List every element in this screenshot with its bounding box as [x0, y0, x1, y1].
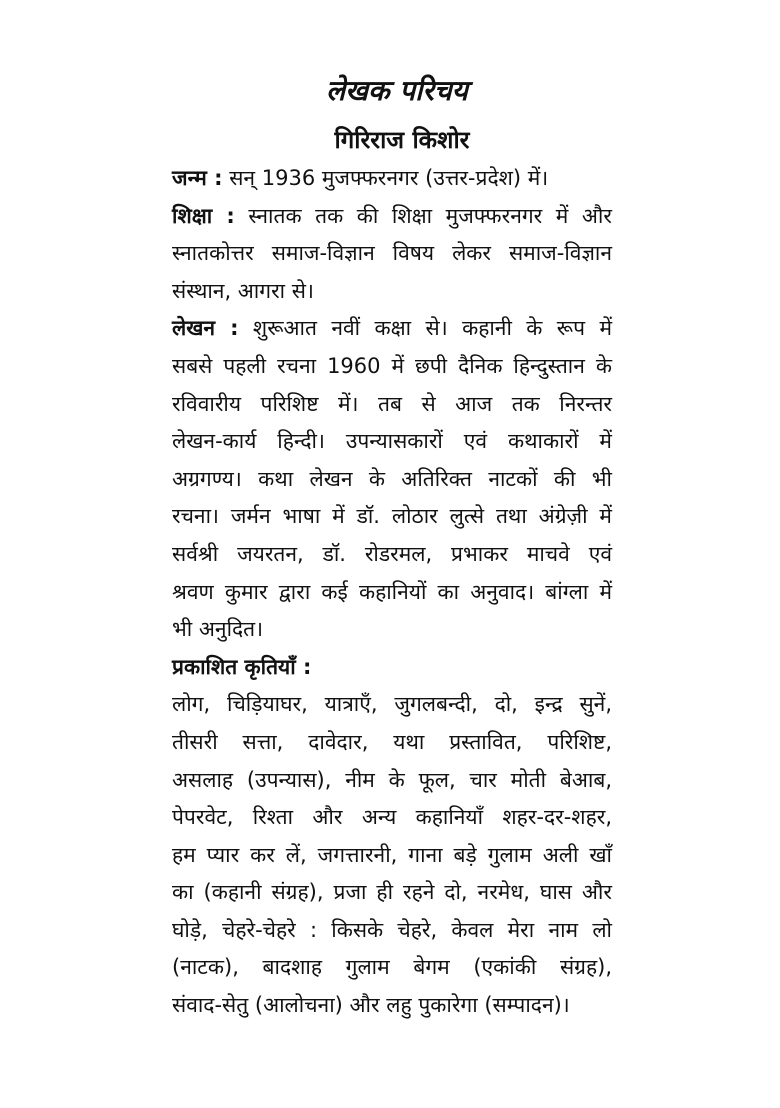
page-title: लेखक परिचय	[326, 74, 468, 107]
writing-line-7: सर्वश्री जयरतन, डॉ. रोडरमल, प्रभाकर माचवे एवं	[172, 541, 612, 566]
birth-label: जन्म :	[172, 166, 223, 190]
works-line-5: हम प्यार कर लें, जगत्तारनी, गाना बड़े गुलाम अली खाँ	[172, 842, 612, 867]
education-label: शिक्षा :	[172, 203, 235, 228]
works-line-6: का (कहानी संग्रह), प्रजा ही रहने दो, नरमेध, घास और	[172, 880, 612, 905]
writing-line-3: रविवारीय परिशिष्ट में। तब से आज तक निरन्तर	[172, 391, 612, 416]
birth-text: सन् 1936 मुजफ्फरनगर (उत्तर-प्रदेश) में।	[222, 166, 549, 190]
writing-line-2: सबसे पहली रचना 1960 में छपी दैनिक हिन्दुस्तान के	[172, 353, 612, 378]
works-line-4: पेपरवेट, रिश्ता और अन्य कहानियाँ शहर-दर-शहर,	[172, 805, 612, 830]
works-line-9: संवाद-सेतु (आलोचना) और लहु पुकारेगा (सम्पादन)।	[172, 993, 570, 1018]
author-name: गिरिराज किशोर	[334, 126, 470, 154]
education-line-2: स्नातकोत्तर समाज-विज्ञान विषय लेकर समाज-विज्ञान	[172, 241, 612, 266]
works-line-2: तीसरी सत्ता, दावेदार, यथा प्रस्तावित, परिशिष्ट,	[172, 729, 612, 754]
education-line-3: संस्थान, आगरा से।	[172, 278, 314, 303]
author-intro-page	[172, 62, 612, 1025]
writing-line-5: अग्रगण्य। कथा लेखन के अतिरिक्त नाटकों की भी	[172, 466, 612, 491]
education-line-1	[172, 198, 612, 236]
writing-line-1	[172, 310, 612, 348]
writing-text-1: शुरूआत नवीं कक्षा से। कहानी के रूप में	[238, 316, 613, 341]
education-text-1: स्नातक तक की शिक्षा मुजफ्फरनगर में और	[234, 203, 612, 228]
writing-line-9: भी अनुदित।	[172, 617, 264, 642]
works-line-7: घोड़े, चेहरे-चेहरे : किसके चेहरे, केवल मेरा नाम लो	[172, 917, 612, 942]
works-line-1: लोग, चिड़ियाघर, यात्राएँ, जुगलबन्दी, दो, इन्द्र सुनें,	[172, 692, 612, 717]
works-line-8: (नाटक), बादशाह गुलाम बेगम (एकांकी संग्रह),	[172, 955, 612, 980]
writing-line-6: रचना। जर्मन भाषा में डॉ. लोठार लुत्से तथा अंग्रेज़ी में	[172, 504, 612, 529]
works-line-3: असलाह (उपन्यास), नीम के फूल, चार मोती बेआब,	[172, 767, 612, 792]
birth-line	[172, 160, 612, 198]
writing-line-4: लेखन-कार्य हिन्दी। उपन्यासकारों एवं कथाकारों में	[172, 429, 612, 454]
works-label: प्रकाशित कृतियाँ :	[172, 654, 312, 679]
writing-line-8: श्रवण कुमार द्वारा कई कहानियों का अनुवाद। बांग्ला में	[172, 579, 612, 604]
writing-label: लेखन :	[172, 316, 239, 341]
